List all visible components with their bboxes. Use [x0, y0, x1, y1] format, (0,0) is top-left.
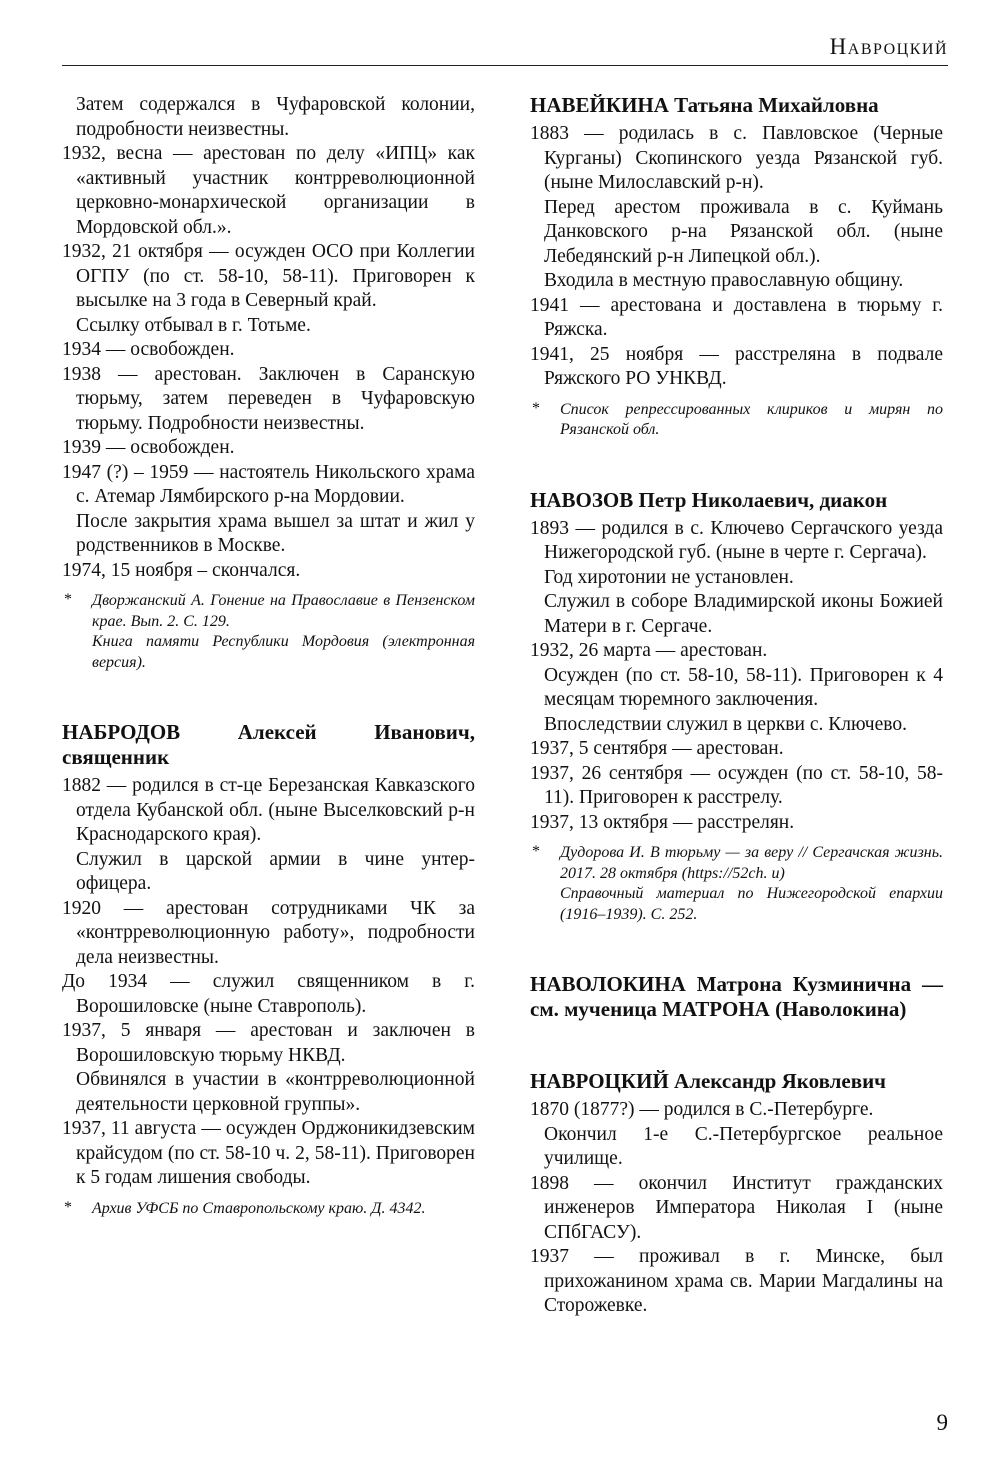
note-line: Обвинялся в участии в «контрреволюционной деятельности церковной группы».	[76, 1069, 475, 1115]
event-line: 1932, весна — арестован по делу «ИПЦ» как «активный участник контрреволюционной церковно-монархической организации в Мордовской обл.».	[62, 143, 475, 238]
event-line: 1939 — освобожден.	[62, 437, 235, 458]
source-marker: *	[532, 399, 540, 417]
right-column	[530, 93, 943, 1319]
event-line: 1937, 26 сентября — осужден (по ст. 58-10, 58-11). Приговорен к расстрелу.	[530, 762, 943, 808]
note-line: Окончил 1-е С.-Петербургское реальное училище.	[544, 1123, 943, 1169]
biography-entry	[530, 93, 943, 441]
biography-entry	[530, 488, 943, 926]
note-line: Ссылку отбывал в г. Тотьме.	[76, 314, 311, 336]
source-citation: Архив УФСБ по Ставропольскому краю. Д. 4342.	[92, 1199, 426, 1217]
event-line: 1941 — арестована и доставлена в тюрьму г. Ряжска.	[530, 294, 943, 340]
biography-entry	[62, 93, 475, 673]
event-line: 1937, 13 октября — расстрелян.	[530, 811, 795, 833]
biography-entry	[530, 1069, 943, 1319]
page-number: 9	[936, 1410, 948, 1435]
event-line: 1937, 11 августа — осужден Орджоникидзевским крайсудом (по ст. 58-10 ч. 2, 58-11). Приговорен к 5 годам лишения свободы.	[62, 1118, 475, 1188]
event-line: 1883 — родилась в с. Павловское (Черные Курганы) Скопинского уезда Рязанской губ. (ныне Милославский р-н).	[530, 123, 943, 193]
entry-title: НАВЕЙКИНА Татьяна Михайловна	[530, 93, 879, 117]
note-line: Впоследствии служил в церкви с. Ключево.	[544, 713, 907, 735]
biography-entry	[62, 720, 475, 1219]
note-line: Служил в соборе Владимирской иконы Божией Матери в г. Сергаче.	[544, 591, 943, 637]
event-line: 1937 — проживал в г. Минске, был прихожанином храма св. Марии Магдалины на Сторожевке.	[530, 1246, 943, 1316]
source-marker: *	[532, 843, 540, 860]
event-line: 1893 — родился в с. Ключево Сергачского уезда Нижегородской губ. (ныне в черте г. Сергача).	[530, 517, 943, 563]
header-rule	[62, 65, 948, 66]
note-line: Осужден (по ст. 58-10, 58-11). Приговорен к 4 месяцам тюремного заключения.	[544, 664, 943, 710]
event-line: 1938 — арестован. Заключен в Саранскую тюрьму, затем переведен в Чуфаровскую тюрьму. Подробности неизвестны.	[62, 363, 475, 434]
event-line: До 1934 — служил священником в г. Ворошиловске (ныне Ставрополь).	[62, 971, 475, 1017]
entry-title: НАВРОЦКИЙ Александр Яковлевич	[530, 1069, 887, 1093]
sources-block	[62, 1199, 475, 1220]
event-line: 1870 (1877?) — родился в С.-Петербурге.	[530, 1099, 874, 1120]
event-line: 1937, 5 сентября — арестован.	[530, 738, 784, 759]
event-line: 1882 — родился в ст-це Березанская Кавказского отдела Кубанской обл. (ныне Выселковский р-н Краснодарского края).	[62, 775, 475, 845]
source-citation: Список репрессированных клириков и мирян по Рязанской обл.	[560, 400, 943, 438]
event-line: 1941, 25 ноября — расстреляна в подвале Ряжского РО УНКВД.	[530, 343, 943, 389]
note-line: Входила в местную православную общину.	[544, 270, 904, 291]
note-line: Затем содержался в Чуфаровской колонии, подробности неизвестны.	[76, 94, 475, 140]
event-line: 1932, 21 октября — осужден ОСО при Коллегии ОГПУ (по ст. 58-10, 58-11). Приговорен к высылке на 3 года в Северный край.	[62, 241, 475, 311]
entry-title: НАВОЗОВ Петр Николаевич, диакон	[530, 487, 888, 512]
biography-entry	[530, 972, 943, 1022]
note-line: После закрытия храма вышел за штат и жил у родственников в Москве.	[76, 510, 475, 556]
note-line: Год хиротонии не установлен.	[544, 566, 794, 588]
event-line: 1932, 26 марта — арестован.	[530, 640, 768, 661]
source-citation: Книга памяти Республики Мордовия (электронная версия).	[92, 633, 475, 671]
event-line: 1920 — арестован сотрудниками ЧК за «контрреволюционную работу», подробности дела неизвестны.	[62, 897, 475, 968]
source-citation: Дворжанский А. Гонение на Православие в Пензенском крае. Вып. 2. С. 129.	[92, 592, 475, 630]
sources-block	[62, 591, 475, 673]
entry-title: НАБРОДОВ Алексей Иванович, священник	[62, 720, 475, 769]
event-line: 1898 — окончил Институт гражданских инженеров Императора Николая I (ныне СПбГАСУ).	[530, 1172, 943, 1243]
event-line: 1937, 5 января — арестован и заключен в Ворошиловскую тюрьму НКВД.	[62, 1020, 475, 1066]
note-line: Служил в царской армии в чине унтер-офицера.	[76, 848, 475, 894]
event-line: 1947 (?) – 1959 — настоятель Никольского храма с. Атемар Лямбирского р-на Мордовии.	[62, 461, 475, 507]
source-marker: *	[64, 591, 72, 608]
sources-block	[530, 843, 943, 925]
sources-block	[530, 400, 943, 441]
source-marker: *	[64, 1198, 72, 1216]
source-citation: Справочный материал по Нижегородской епархии (1916–1939). С. 252.	[560, 885, 943, 923]
event-line: 1974, 15 ноября – скончался.	[62, 559, 301, 581]
event-line: 1934 — освобожден.	[62, 339, 235, 360]
left-column	[62, 93, 475, 1219]
entry-title: НАВОЛОКИНА Матрона Кузминична — см. мученица МАТРОНА (Наволокина)	[530, 972, 943, 1021]
running-head: Навроцкий	[829, 34, 948, 59]
note-line: Перед арестом проживала в с. Куймань Данковского р-на Рязанской обл. (ныне Лебедянский р-н Липецкой обл.).	[544, 196, 943, 267]
source-citation: Дудорова И. В тюрьму — за веру // Сергачская жизнь. 2017. 28 октября (https://52ch. u)	[560, 844, 943, 882]
